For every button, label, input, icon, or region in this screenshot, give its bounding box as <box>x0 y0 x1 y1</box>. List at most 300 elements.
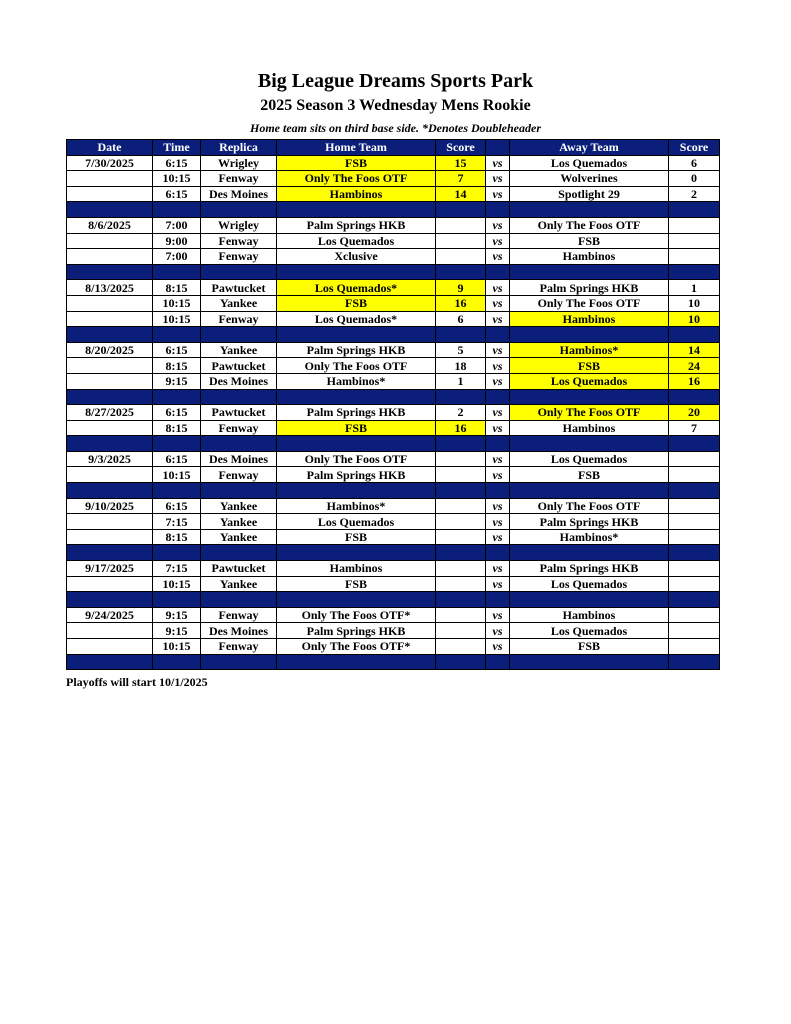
cell-away-team: Los Quemados <box>510 576 669 592</box>
table-row <box>67 373 720 389</box>
cell-time: 8:15 <box>153 529 201 545</box>
cell-home-team: Hambinos* <box>277 373 436 389</box>
cell-date <box>67 233 153 249</box>
table-row <box>67 342 720 358</box>
separator-cell <box>436 202 486 218</box>
cell-away-score <box>669 561 720 577</box>
header-away-score: Score <box>669 140 720 156</box>
cell-vs: vs <box>486 233 510 249</box>
separator-cell <box>67 483 153 499</box>
separator-cell <box>201 545 277 561</box>
separator-cell <box>67 654 153 670</box>
separator-cell <box>67 202 153 218</box>
table-row <box>67 358 720 374</box>
cell-away-team: Only The Foos OTF <box>510 295 669 311</box>
cell-vs: vs <box>486 467 510 483</box>
cell-home-team: Palm Springs HKB <box>277 217 436 233</box>
cell-away-score <box>669 217 720 233</box>
cell-home-score <box>436 561 486 577</box>
table-row <box>67 249 720 265</box>
cell-away-team: Wolverines <box>510 171 669 187</box>
cell-time: 6:15 <box>153 451 201 467</box>
cell-home-score <box>436 217 486 233</box>
cell-home-team: FSB <box>277 155 436 171</box>
cell-replica: Yankee <box>201 529 277 545</box>
cell-away-score: 24 <box>669 358 720 374</box>
cell-home-score <box>436 467 486 483</box>
separator-cell <box>436 592 486 608</box>
cell-away-score: 16 <box>669 373 720 389</box>
separator-cell <box>510 202 669 218</box>
cell-date <box>67 623 153 639</box>
cell-home-score <box>436 514 486 530</box>
cell-home-team: Los Quemados* <box>277 311 436 327</box>
cell-time: 9:15 <box>153 607 201 623</box>
cell-away-team: FSB <box>510 358 669 374</box>
cell-date: 8/6/2025 <box>67 217 153 233</box>
table-row <box>67 280 720 296</box>
cell-time: 9:00 <box>153 233 201 249</box>
schedule-table <box>66 139 720 670</box>
page-subtitle: 2025 Season 3 Wednesday Mens Rookie <box>260 97 531 114</box>
cell-vs: vs <box>486 186 510 202</box>
cell-time: 7:00 <box>153 217 201 233</box>
cell-home-score <box>436 249 486 265</box>
cell-date <box>67 639 153 655</box>
cell-home-team: Hambinos <box>277 186 436 202</box>
cell-time: 8:15 <box>153 420 201 436</box>
cell-replica: Fenway <box>201 467 277 483</box>
week-separator <box>67 654 720 670</box>
table-row <box>67 217 720 233</box>
separator-cell <box>669 327 720 343</box>
separator-cell <box>201 592 277 608</box>
week-separator <box>67 264 720 280</box>
header-vs <box>486 140 510 156</box>
cell-time: 6:15 <box>153 155 201 171</box>
separator-cell <box>510 654 669 670</box>
cell-home-score <box>436 233 486 249</box>
cell-vs: vs <box>486 405 510 421</box>
week-separator <box>67 592 720 608</box>
table-header-row <box>67 140 720 156</box>
cell-vs: vs <box>486 249 510 265</box>
cell-date <box>67 373 153 389</box>
cell-away-score <box>669 576 720 592</box>
separator-cell <box>510 327 669 343</box>
cell-home-score: 6 <box>436 311 486 327</box>
cell-vs: vs <box>486 607 510 623</box>
cell-home-score: 14 <box>436 186 486 202</box>
separator-cell <box>510 436 669 452</box>
cell-away-team: Only The Foos OTF <box>510 498 669 514</box>
week-separator <box>67 436 720 452</box>
separator-cell <box>201 483 277 499</box>
separator-cell <box>277 389 436 405</box>
cell-time: 7:00 <box>153 249 201 265</box>
cell-home-team: Palm Springs HKB <box>277 467 436 483</box>
cell-replica: Pawtucket <box>201 561 277 577</box>
cell-away-score: 6 <box>669 155 720 171</box>
cell-date <box>67 420 153 436</box>
cell-away-team: Palm Springs HKB <box>510 280 669 296</box>
separator-cell <box>67 436 153 452</box>
cell-away-score <box>669 498 720 514</box>
separator-cell <box>486 327 510 343</box>
cell-replica: Wrigley <box>201 217 277 233</box>
cell-time: 9:15 <box>153 373 201 389</box>
cell-vs: vs <box>486 529 510 545</box>
cell-date <box>67 529 153 545</box>
separator-cell <box>153 389 201 405</box>
cell-home-team: Los Quemados* <box>277 280 436 296</box>
cell-date <box>67 249 153 265</box>
separator-cell <box>277 327 436 343</box>
cell-away-team: Los Quemados <box>510 155 669 171</box>
cell-home-team: Palm Springs HKB <box>277 342 436 358</box>
separator-cell <box>201 389 277 405</box>
table-row <box>67 233 720 249</box>
cell-replica: Pawtucket <box>201 405 277 421</box>
cell-time: 10:15 <box>153 171 201 187</box>
separator-cell <box>153 264 201 280</box>
table-row <box>67 623 720 639</box>
separator-cell <box>277 202 436 218</box>
cell-home-score <box>436 639 486 655</box>
separator-cell <box>486 483 510 499</box>
header-date: Date <box>67 140 153 156</box>
cell-time: 6:15 <box>153 498 201 514</box>
table-row <box>67 498 720 514</box>
cell-date: 9/24/2025 <box>67 607 153 623</box>
cell-replica: Pawtucket <box>201 358 277 374</box>
separator-cell <box>436 264 486 280</box>
cell-date <box>67 576 153 592</box>
header-away-team: Away Team <box>510 140 669 156</box>
cell-away-score <box>669 233 720 249</box>
separator-cell <box>67 545 153 561</box>
cell-replica: Fenway <box>201 420 277 436</box>
cell-replica: Des Moines <box>201 373 277 389</box>
cell-away-score <box>669 514 720 530</box>
cell-replica: Fenway <box>201 249 277 265</box>
separator-cell <box>67 389 153 405</box>
cell-away-score <box>669 607 720 623</box>
cell-away-team: FSB <box>510 467 669 483</box>
cell-time: 8:15 <box>153 358 201 374</box>
cell-away-team: Hambinos* <box>510 529 669 545</box>
cell-replica: Pawtucket <box>201 280 277 296</box>
cell-vs: vs <box>486 576 510 592</box>
cell-vs: vs <box>486 451 510 467</box>
cell-time: 7:15 <box>153 561 201 577</box>
separator-cell <box>486 436 510 452</box>
table-row <box>67 576 720 592</box>
cell-home-score: 5 <box>436 342 486 358</box>
cell-away-score <box>669 249 720 265</box>
separator-cell <box>486 592 510 608</box>
schedule-note: Home team sits on third base side. *Denotes Doubleheader <box>250 121 541 135</box>
table-row <box>67 639 720 655</box>
header-replica: Replica <box>201 140 277 156</box>
table-row <box>67 405 720 421</box>
cell-replica: Yankee <box>201 342 277 358</box>
header-home-score: Score <box>436 140 486 156</box>
table-row <box>67 171 720 187</box>
cell-date <box>67 358 153 374</box>
cell-away-team: Hambinos <box>510 607 669 623</box>
cell-away-score: 20 <box>669 405 720 421</box>
header-home-team: Home Team <box>277 140 436 156</box>
cell-vs: vs <box>486 498 510 514</box>
cell-away-team: Only The Foos OTF <box>510 405 669 421</box>
cell-home-score <box>436 529 486 545</box>
separator-cell <box>153 483 201 499</box>
cell-replica: Yankee <box>201 498 277 514</box>
separator-cell <box>67 327 153 343</box>
cell-home-team: FSB <box>277 295 436 311</box>
separator-cell <box>67 264 153 280</box>
cell-time: 6:15 <box>153 186 201 202</box>
cell-home-team: Xclusive <box>277 249 436 265</box>
table-row <box>67 186 720 202</box>
cell-vs: vs <box>486 623 510 639</box>
cell-home-score <box>436 498 486 514</box>
cell-time: 10:15 <box>153 311 201 327</box>
cell-away-score: 7 <box>669 420 720 436</box>
cell-replica: Fenway <box>201 311 277 327</box>
separator-cell <box>153 202 201 218</box>
cell-away-team: Hambinos* <box>510 342 669 358</box>
cell-date: 8/27/2025 <box>67 405 153 421</box>
separator-cell <box>669 654 720 670</box>
cell-home-team: Only The Foos OTF <box>277 171 436 187</box>
cell-date: 8/13/2025 <box>67 280 153 296</box>
separator-cell <box>277 545 436 561</box>
separator-cell <box>510 264 669 280</box>
cell-away-team: Palm Springs HKB <box>510 514 669 530</box>
cell-vs: vs <box>486 280 510 296</box>
cell-away-score: 10 <box>669 295 720 311</box>
table-row <box>67 311 720 327</box>
cell-home-score <box>436 623 486 639</box>
cell-home-team: FSB <box>277 576 436 592</box>
cell-away-score <box>669 467 720 483</box>
separator-cell <box>486 264 510 280</box>
cell-replica: Yankee <box>201 295 277 311</box>
cell-date <box>67 311 153 327</box>
table-row <box>67 514 720 530</box>
cell-away-score: 10 <box>669 311 720 327</box>
cell-home-team: Hambinos* <box>277 498 436 514</box>
cell-home-score: 2 <box>436 405 486 421</box>
table-row <box>67 561 720 577</box>
cell-away-team: Hambinos <box>510 249 669 265</box>
separator-cell <box>669 483 720 499</box>
cell-replica: Fenway <box>201 233 277 249</box>
separator-cell <box>669 389 720 405</box>
separator-cell <box>201 654 277 670</box>
cell-vs: vs <box>486 295 510 311</box>
cell-replica: Fenway <box>201 171 277 187</box>
cell-away-team: Hambinos <box>510 311 669 327</box>
cell-vs: vs <box>486 514 510 530</box>
cell-home-team: Palm Springs HKB <box>277 623 436 639</box>
separator-cell <box>436 654 486 670</box>
separator-cell <box>201 327 277 343</box>
cell-away-team: Palm Springs HKB <box>510 561 669 577</box>
separator-cell <box>277 436 436 452</box>
separator-cell <box>436 545 486 561</box>
cell-vs: vs <box>486 373 510 389</box>
separator-cell <box>153 545 201 561</box>
cell-away-score: 1 <box>669 280 720 296</box>
cell-home-score: 16 <box>436 295 486 311</box>
cell-vs: vs <box>486 420 510 436</box>
cell-away-team: Spotlight 29 <box>510 186 669 202</box>
cell-home-score <box>436 576 486 592</box>
cell-away-score: 2 <box>669 186 720 202</box>
cell-home-team: Los Quemados <box>277 233 436 249</box>
cell-vs: vs <box>486 171 510 187</box>
separator-cell <box>201 436 277 452</box>
cell-home-team: Only The Foos OTF* <box>277 607 436 623</box>
week-separator <box>67 545 720 561</box>
cell-vs: vs <box>486 311 510 327</box>
cell-date: 7/30/2025 <box>67 155 153 171</box>
separator-cell <box>153 327 201 343</box>
cell-vs: vs <box>486 342 510 358</box>
cell-time: 7:15 <box>153 514 201 530</box>
cell-away-team: Los Quemados <box>510 623 669 639</box>
separator-cell <box>277 264 436 280</box>
table-row <box>67 529 720 545</box>
page-title: Big League Dreams Sports Park <box>257 70 534 92</box>
cell-away-score <box>669 639 720 655</box>
separator-cell <box>486 654 510 670</box>
cell-away-team: Los Quemados <box>510 373 669 389</box>
cell-home-team: Only The Foos OTF <box>277 358 436 374</box>
cell-home-team: Only The Foos OTF* <box>277 639 436 655</box>
cell-away-score <box>669 451 720 467</box>
cell-time: 10:15 <box>153 639 201 655</box>
separator-cell <box>153 592 201 608</box>
cell-away-score: 0 <box>669 171 720 187</box>
cell-time: 10:15 <box>153 467 201 483</box>
cell-home-team: Los Quemados <box>277 514 436 530</box>
cell-replica: Des Moines <box>201 186 277 202</box>
separator-cell <box>436 327 486 343</box>
cell-home-score: 16 <box>436 420 486 436</box>
separator-cell <box>510 592 669 608</box>
separator-cell <box>153 654 201 670</box>
cell-home-score <box>436 607 486 623</box>
cell-away-score <box>669 529 720 545</box>
cell-time: 6:15 <box>153 405 201 421</box>
cell-replica: Wrigley <box>201 155 277 171</box>
cell-home-team: Only The Foos OTF <box>277 451 436 467</box>
separator-cell <box>201 264 277 280</box>
cell-home-team: FSB <box>277 420 436 436</box>
cell-away-team: FSB <box>510 639 669 655</box>
table-row <box>67 295 720 311</box>
cell-home-team: FSB <box>277 529 436 545</box>
cell-replica: Des Moines <box>201 451 277 467</box>
week-separator <box>67 483 720 499</box>
cell-home-score: 7 <box>436 171 486 187</box>
cell-replica: Yankee <box>201 514 277 530</box>
separator-cell <box>510 483 669 499</box>
separator-cell <box>486 202 510 218</box>
cell-vs: vs <box>486 217 510 233</box>
separator-cell <box>669 592 720 608</box>
table-row <box>67 607 720 623</box>
cell-away-team: FSB <box>510 233 669 249</box>
separator-cell <box>436 389 486 405</box>
schedule-body <box>67 155 720 670</box>
separator-cell <box>67 592 153 608</box>
cell-replica: Fenway <box>201 639 277 655</box>
separator-cell <box>277 592 436 608</box>
cell-time: 10:15 <box>153 295 201 311</box>
header-time: Time <box>153 140 201 156</box>
cell-away-team: Only The Foos OTF <box>510 217 669 233</box>
cell-replica: Des Moines <box>201 623 277 639</box>
cell-home-score: 1 <box>436 373 486 389</box>
cell-home-team: Palm Springs HKB <box>277 405 436 421</box>
cell-away-score: 14 <box>669 342 720 358</box>
cell-date <box>67 171 153 187</box>
cell-date: 9/10/2025 <box>67 498 153 514</box>
separator-cell <box>510 545 669 561</box>
cell-date <box>67 514 153 530</box>
cell-away-team: Hambinos <box>510 420 669 436</box>
separator-cell <box>486 545 510 561</box>
cell-vs: vs <box>486 155 510 171</box>
separator-cell <box>669 436 720 452</box>
cell-date: 9/17/2025 <box>67 561 153 577</box>
separator-cell <box>201 202 277 218</box>
cell-home-score: 18 <box>436 358 486 374</box>
cell-date <box>67 467 153 483</box>
cell-replica: Fenway <box>201 607 277 623</box>
cell-vs: vs <box>486 639 510 655</box>
table-row <box>67 451 720 467</box>
separator-cell <box>510 389 669 405</box>
separator-cell <box>669 264 720 280</box>
separator-cell <box>669 545 720 561</box>
week-separator <box>67 389 720 405</box>
cell-time: 9:15 <box>153 623 201 639</box>
week-separator <box>67 202 720 218</box>
cell-away-score <box>669 623 720 639</box>
table-row <box>67 155 720 171</box>
cell-time: 10:15 <box>153 576 201 592</box>
separator-cell <box>277 483 436 499</box>
cell-away-team: Los Quemados <box>510 451 669 467</box>
cell-home-score: 9 <box>436 280 486 296</box>
separator-cell <box>277 654 436 670</box>
separator-cell <box>436 483 486 499</box>
cell-home-score: 15 <box>436 155 486 171</box>
cell-vs: vs <box>486 561 510 577</box>
cell-date: 9/3/2025 <box>67 451 153 467</box>
cell-date <box>67 295 153 311</box>
separator-cell <box>669 202 720 218</box>
table-row <box>67 420 720 436</box>
cell-vs: vs <box>486 358 510 374</box>
cell-time: 8:15 <box>153 280 201 296</box>
